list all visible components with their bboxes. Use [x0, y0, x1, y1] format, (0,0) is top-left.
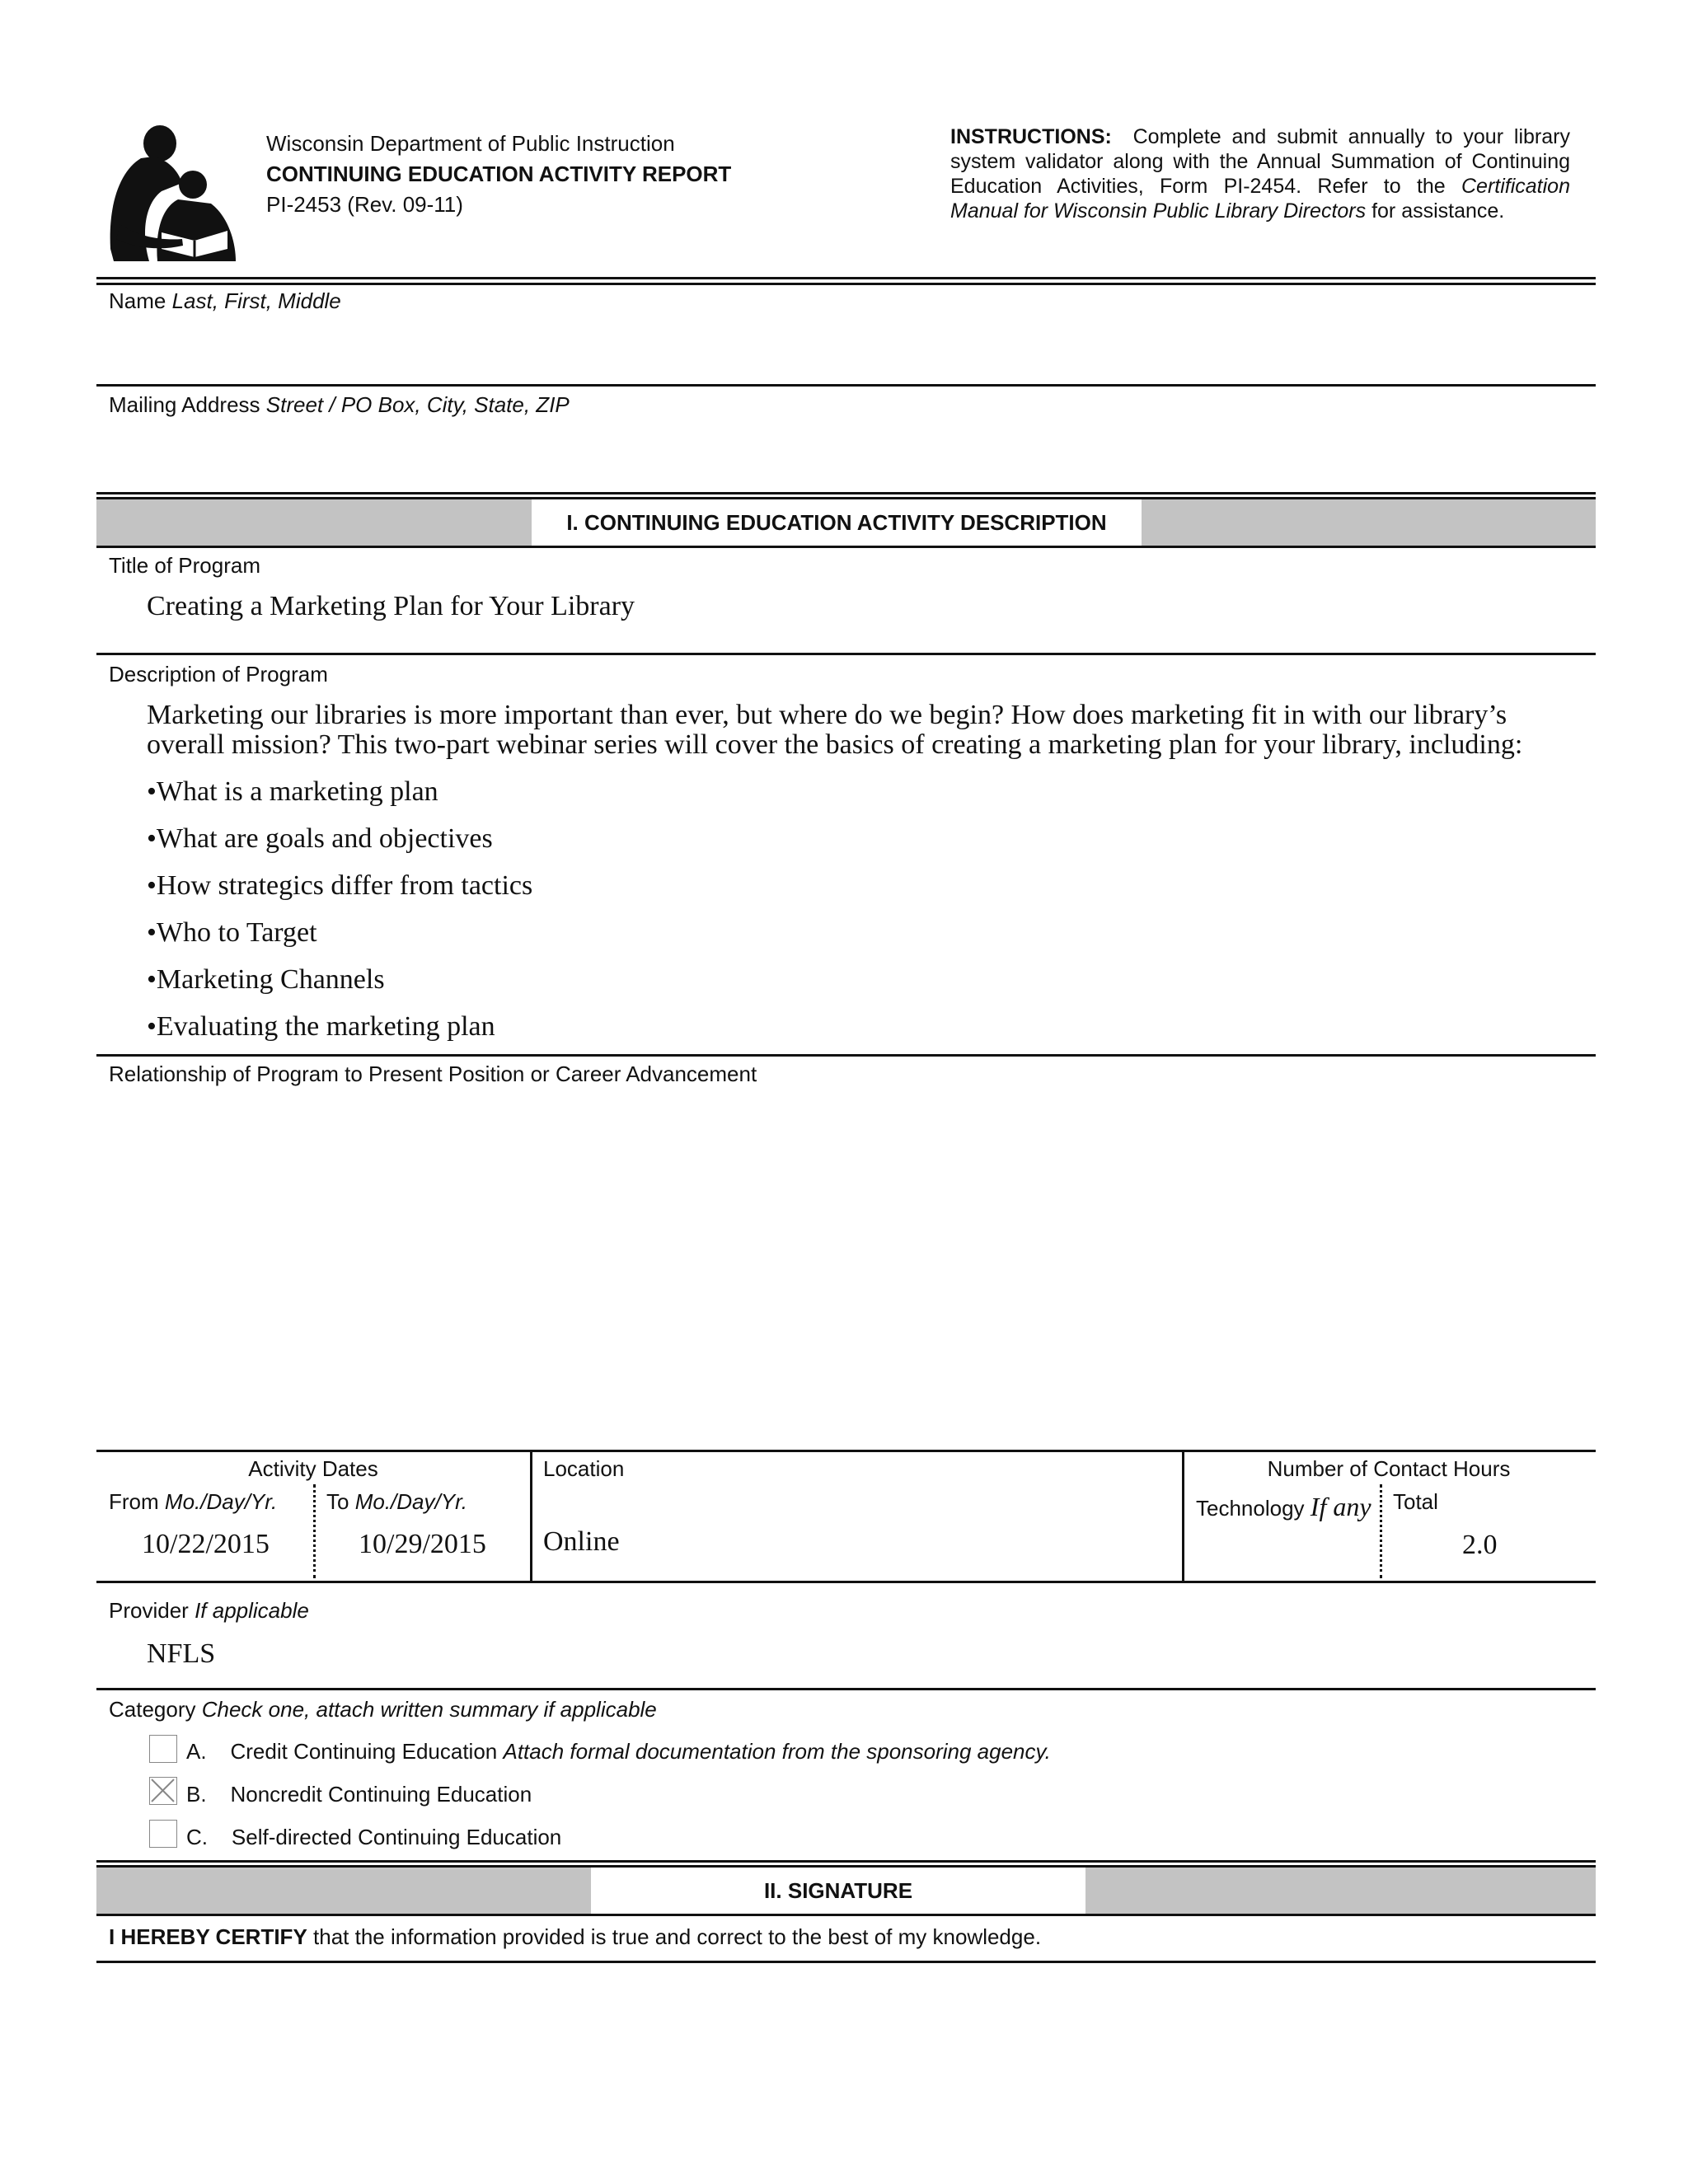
- total-hours-field[interactable]: 2.0: [1462, 1530, 1498, 1560]
- divider: [96, 653, 1596, 655]
- category-label-text: Category: [109, 1697, 196, 1722]
- description-bullet: •What is a marketing plan: [147, 776, 438, 807]
- category-b-option: [186, 1782, 532, 1807]
- section-1-header: [96, 497, 1596, 548]
- mailing-address-label-text: Mailing Address: [109, 392, 260, 417]
- provider-label-hint: If applicable: [195, 1598, 309, 1623]
- technology-field[interactable]: [1196, 1531, 1369, 1572]
- program-title-field[interactable]: Creating a Marketing Plan for Your Library: [147, 591, 635, 621]
- provider-label-text: Provider: [109, 1598, 189, 1623]
- form-title: CONTINUING EDUCATION ACTIVITY REPORT: [266, 162, 732, 186]
- column-divider: [530, 1450, 532, 1582]
- category-label: [109, 1697, 657, 1722]
- divider: [96, 1581, 1596, 1583]
- checkmark-x-icon: [150, 1778, 176, 1803]
- option-text: Self-directed Continuing Education: [231, 1825, 562, 1849]
- instructions-label: INSTRUCTIONS:: [950, 125, 1112, 148]
- to-label-hint: Mo./Day/Yr.: [354, 1489, 467, 1514]
- total-hours-label: Total: [1393, 1489, 1438, 1514]
- category-b-checkbox[interactable]: [149, 1777, 177, 1805]
- contact-hours-label: Number of Contact Hours: [1267, 1456, 1511, 1481]
- instructions: [950, 124, 1570, 223]
- name-label: [109, 288, 341, 314]
- technology-label: [1196, 1492, 1372, 1522]
- section-2-top-rule: [96, 1860, 1596, 1863]
- description-label: Description of Program: [109, 662, 328, 687]
- description-field[interactable]: [147, 701, 1548, 1050]
- instructions-manual-title: Certification Manual for Wisconsin Public Library Directors: [950, 175, 1570, 223]
- agency-name: Wisconsin Department of Public Instruction: [266, 131, 675, 156]
- option-text: Noncredit Continuing Education: [230, 1782, 532, 1807]
- name-field[interactable]: [147, 330, 1581, 379]
- relationship-label: Relationship of Program to Present Position or Career Advancement: [109, 1062, 757, 1086]
- category-a-checkbox[interactable]: [149, 1735, 177, 1763]
- location-label: Location: [543, 1456, 625, 1481]
- program-title-label: Title of Program: [109, 553, 260, 578]
- divider: [96, 1961, 1596, 1963]
- to-date-label: [326, 1489, 467, 1515]
- to-label-text: To: [326, 1489, 349, 1514]
- category-c-option: [186, 1825, 561, 1850]
- technology-label-text: Technology: [1196, 1496, 1305, 1521]
- from-date-field[interactable]: 10/22/2015: [142, 1529, 270, 1559]
- mailing-address-field[interactable]: [147, 433, 1581, 482]
- provider-label: [109, 1598, 309, 1624]
- dotted-divider: [313, 1484, 316, 1578]
- option-note: Attach formal documentation from the sponsoring agency.: [503, 1739, 1051, 1764]
- technology-label-hint: If any: [1310, 1492, 1372, 1521]
- instructions-text: Complete and submit annually to your library system validator along with the Annual Summation of Continuing Education Activities, Form PI-2454. Refer to the: [950, 125, 1570, 198]
- category-a-option: [186, 1739, 1051, 1765]
- activity-dates-label: Activity Dates: [248, 1456, 378, 1481]
- description-bullet: •Evaluating the marketing plan: [147, 1011, 495, 1042]
- divider: [96, 1688, 1596, 1690]
- to-date-field[interactable]: 10/29/2015: [359, 1529, 486, 1559]
- option-letter: B.: [186, 1782, 207, 1807]
- section-2-title: II. SIGNATURE: [591, 1868, 1085, 1914]
- option-letter: C.: [186, 1825, 208, 1849]
- relationship-field[interactable]: [147, 1100, 1581, 1438]
- description-bullet: •Marketing Channels: [147, 964, 385, 995]
- header: [0, 0, 1688, 280]
- category-label-hint: Check one, attach written summary if applicable: [201, 1697, 657, 1722]
- divider: [96, 1054, 1596, 1057]
- section-1-title: I. CONTINUING EDUCATION ACTIVITY DESCRIPTION: [532, 499, 1142, 546]
- description-bullet: •What are goals and objectives: [147, 823, 493, 854]
- from-label-text: From: [109, 1489, 159, 1514]
- section-2-header: [96, 1865, 1596, 1916]
- dotted-divider: [1380, 1484, 1382, 1578]
- option-letter: A.: [186, 1739, 207, 1764]
- name-label-text: Name: [109, 288, 166, 313]
- section-1-top-rule: [96, 492, 1596, 494]
- from-date-label: [109, 1489, 277, 1515]
- header-divider: [96, 277, 1596, 285]
- category-c-checkbox[interactable]: [149, 1820, 177, 1848]
- name-label-hint: Last, First, Middle: [171, 288, 341, 313]
- mailing-address-label: [109, 392, 570, 418]
- mailing-address-label-hint: Street / PO Box, City, State, ZIP: [265, 392, 570, 417]
- parent-child-reading-icon: [104, 125, 244, 265]
- description-bullet: •Who to Target: [147, 917, 317, 948]
- description-paragraph: Marketing our libraries is more important than ever, but where do we begin? How does marketing fit in with our library’s overall mission? This two-part webinar series will cover the basics of creating a marketing plan for your library, including:: [147, 700, 1523, 760]
- option-text: Credit Continuing Education: [230, 1739, 498, 1764]
- certify-statement: [109, 1924, 1041, 1950]
- form-number: PI-2453 (Rev. 09-11): [266, 192, 463, 217]
- certify-text: that the information provided is true and correct to the best of my knowledge.: [307, 1924, 1042, 1949]
- certify-bold: I HEREBY CERTIFY: [109, 1924, 307, 1949]
- location-field[interactable]: Online: [543, 1526, 620, 1557]
- divider: [96, 1450, 1596, 1452]
- divider: [96, 384, 1596, 387]
- provider-field[interactable]: NFLS: [147, 1638, 216, 1669]
- description-bullet: •How strategics differ from tactics: [147, 870, 533, 901]
- from-label-hint: Mo./Day/Yr.: [164, 1489, 278, 1514]
- instructions-text-end: for assistance.: [1366, 199, 1505, 223]
